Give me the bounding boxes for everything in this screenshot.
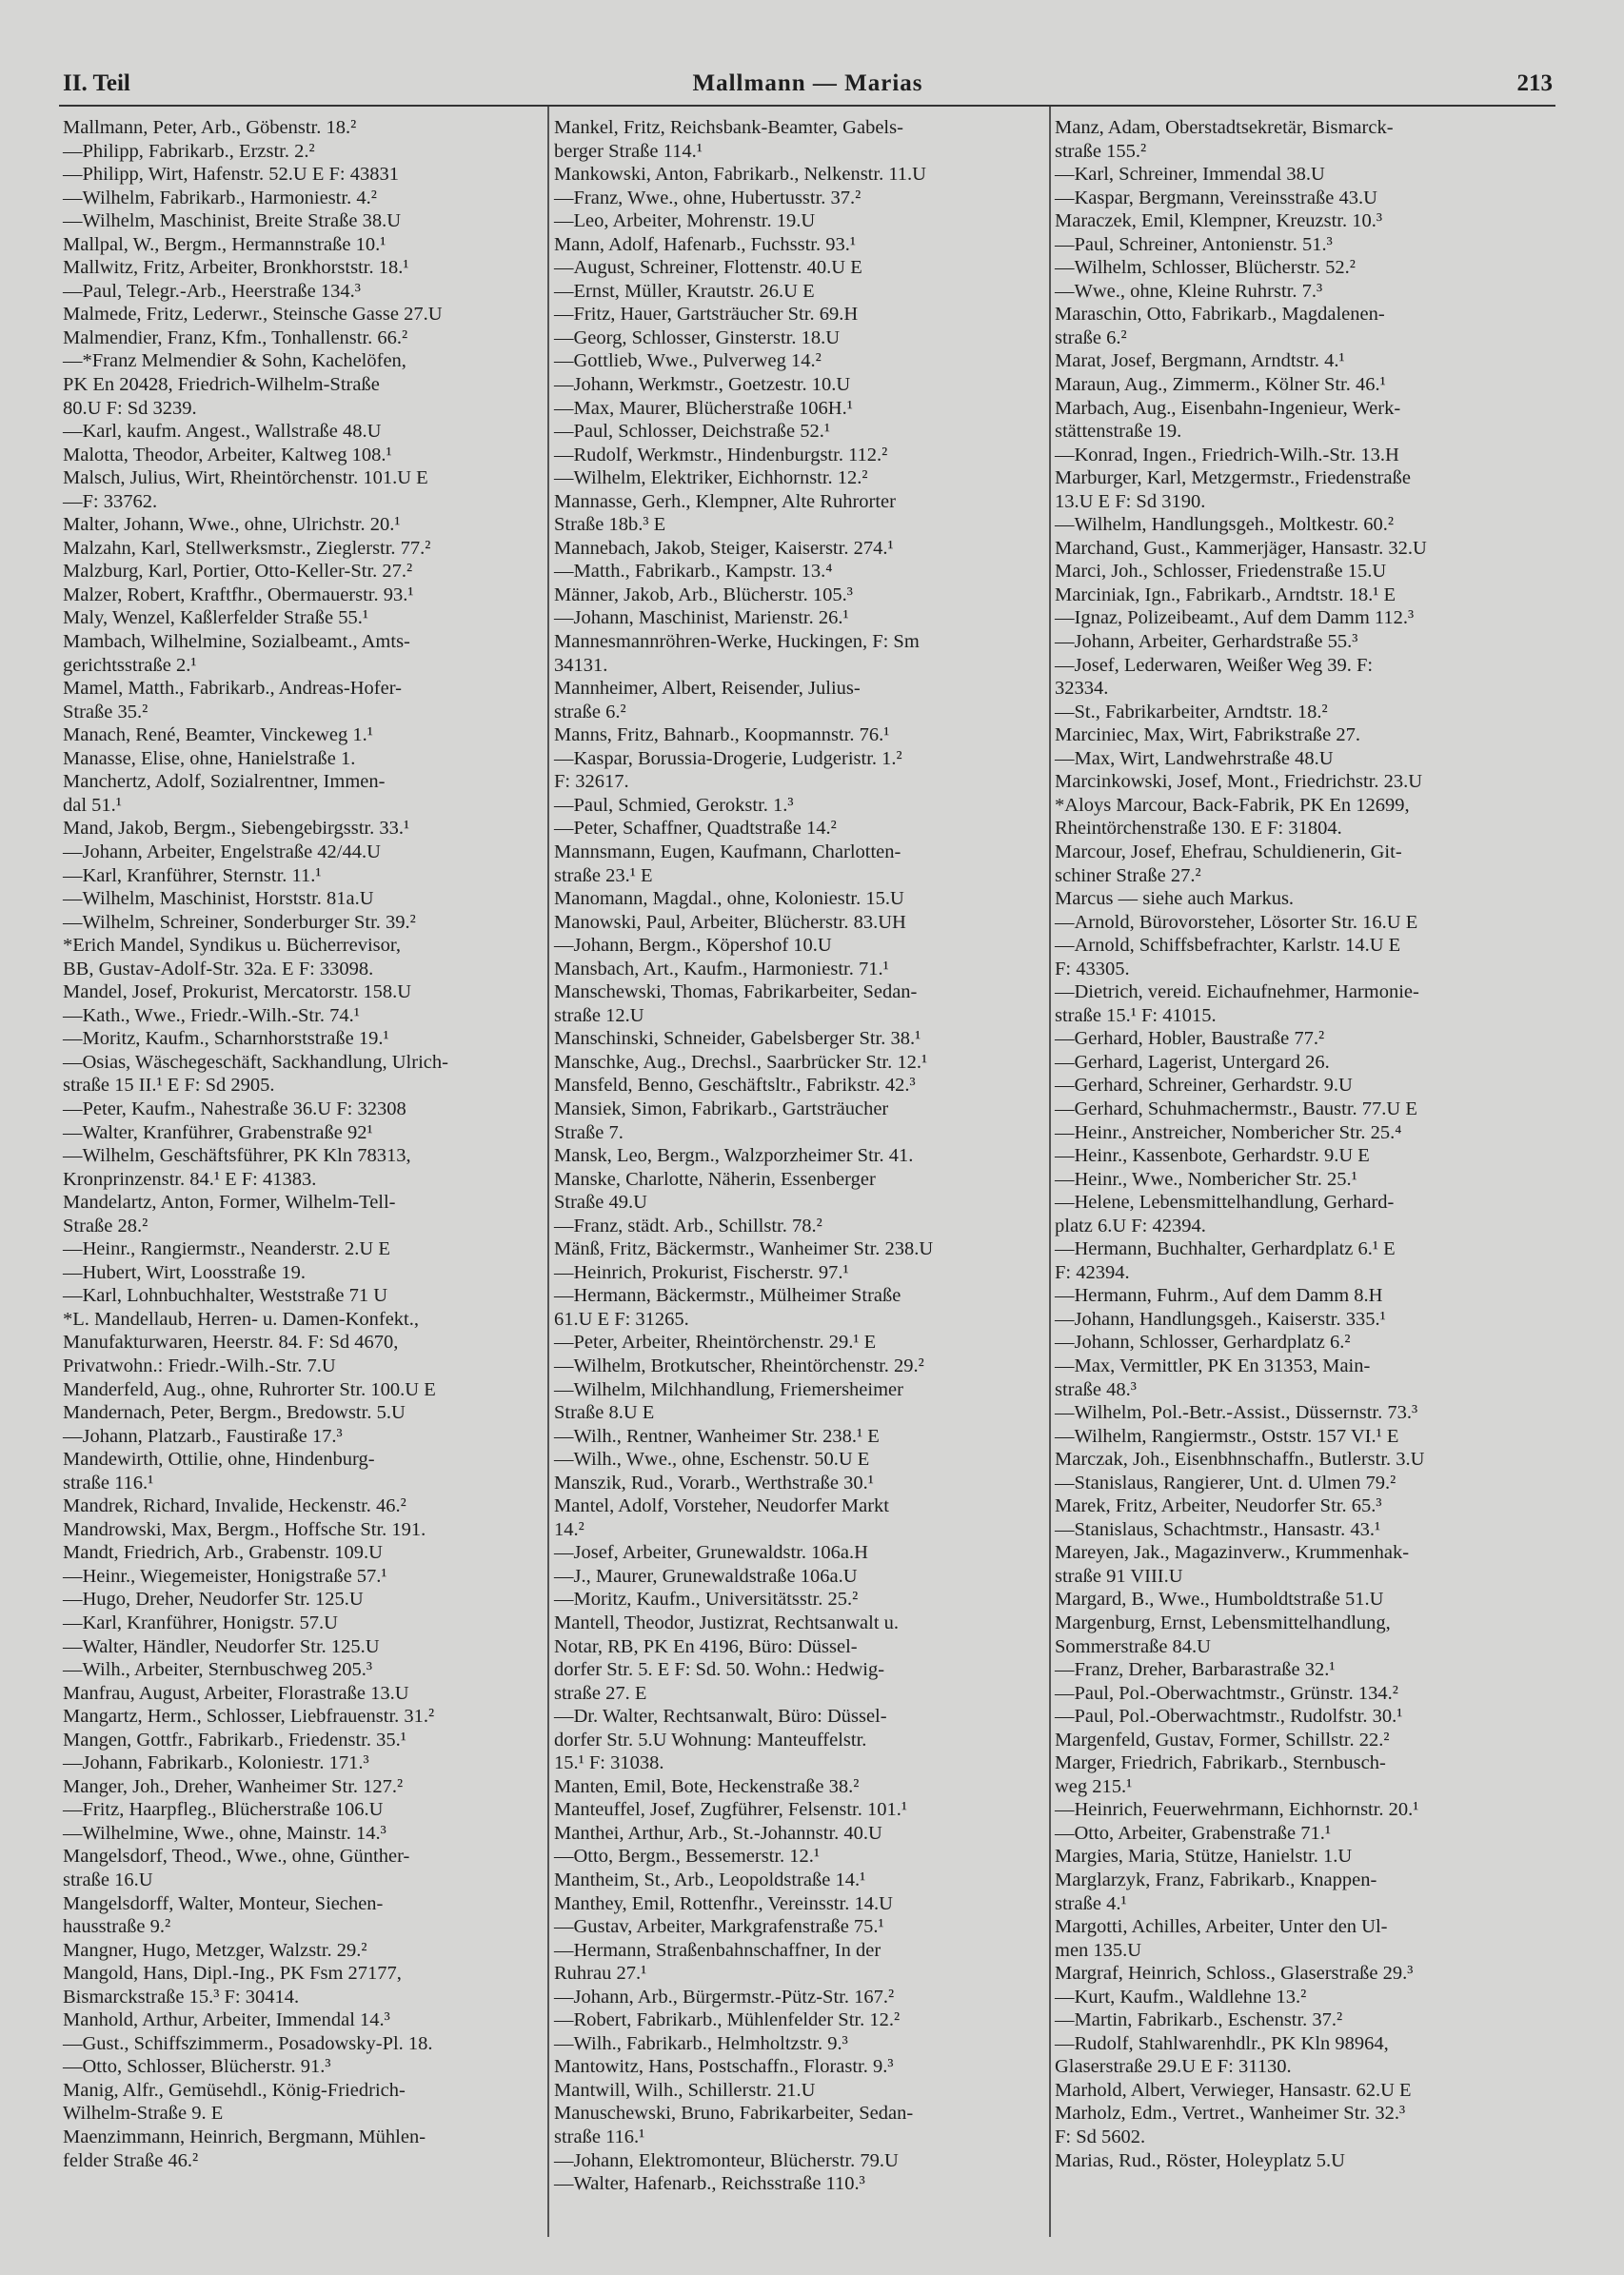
directory-entry-line: hausstraße 9.²	[63, 1916, 171, 1938]
directory-entry-line: —Walter, Händler, Neudorfer Str. 125.U	[63, 1635, 380, 1657]
directory-entry-line: men 135.U	[1055, 1939, 1142, 1961]
directory-entry-line: —Wilh., Fabrikarb., Helmholtzstr. 9.³	[554, 2032, 848, 2054]
directory-entry-line: Manszik, Rud., Vorarb., Werthstraße 30.¹	[554, 1472, 874, 1494]
directory-entry-line: —Wilhelm, Schlosser, Blücherstr. 52.²	[1055, 257, 1356, 279]
directory-entry-line: Mannsmann, Eugen, Kaufmann, Charlotten-	[554, 841, 901, 862]
directory-entry-line: —Arnold, Schiffsbefrachter, Karlstr. 14.U E	[1055, 935, 1401, 957]
directory-entry-line: —Heinr., Kassenbote, Gerhardstr. 9.U E	[1055, 1145, 1370, 1167]
directory-entry-line: Mansfeld, Benno, Geschäftsltr., Fabrikstr. 42.³	[554, 1075, 916, 1097]
directory-entry-line: gerichtsstraße 2.¹	[63, 654, 197, 676]
directory-column-2	[554, 116, 1045, 2196]
directory-entry-line: —Karl, Lohnbuchhalter, Weststraße 71 U	[63, 1285, 388, 1307]
directory-entry-line: —Wilh., Arbeiter, Sternbuschweg 205.³	[63, 1659, 373, 1681]
directory-entry-line: Mandernach, Peter, Bergm., Bredowstr. 5.U	[63, 1402, 406, 1424]
directory-entry-line: Mangelsdorf, Theod., Wwe., ohne, Günther-	[63, 1846, 410, 1868]
directory-entry-line: 32334.	[1055, 678, 1109, 700]
directory-entry-line: Sommerstraße 84.U	[1055, 1635, 1211, 1657]
directory-entry-line: Mänß, Fritz, Bäckermstr., Wanheimer Str. 238.U	[554, 1238, 934, 1260]
directory-entry-line: Margraf, Heinrich, Schloss., Glaserstraße 29.³	[1055, 1963, 1414, 1985]
directory-entry-line: *Erich Mandel, Syndikus u. Bücherrevisor,	[63, 935, 402, 957]
directory-entry-line: —Max, Maurer, Blücherstraße 106H.¹	[554, 397, 853, 419]
directory-entry-line: Manteuffel, Josef, Zugführer, Felsenstr. 101.¹	[554, 1799, 908, 1821]
directory-entry-line: Mangner, Hugo, Metzger, Walzstr. 29.²	[63, 1939, 367, 1961]
directory-entry-line: Manschke, Aug., Drechsl., Saarbrücker Str. 12.¹	[554, 1051, 928, 1073]
directory-entry-line: —Wwe., ohne, Kleine Ruhrstr. 7.³	[1055, 280, 1323, 302]
directory-entry-line: Straße 18b.³ E	[554, 514, 666, 536]
directory-entry-line: —Rudolf, Stahlwarenhdlr., PK Kln 98964,	[1055, 2032, 1389, 2054]
directory-entry-line: —Johann, Arb., Bürgermstr.-Pütz-Str. 167.²	[554, 1986, 895, 2008]
directory-entry-line: Marburger, Karl, Metzgermstr., Friedenstraße	[1055, 467, 1411, 489]
directory-entry-line: *Aloys Marcour, Back-Fabrik, PK En 12699,	[1055, 794, 1410, 816]
directory-entry-line: PK En 20428, Friedrich-Wilhelm-Straße	[63, 374, 380, 396]
directory-entry-line: —Dietrich, vereid. Eichaufnehmer, Harmonie-	[1055, 981, 1419, 1003]
directory-entry-line: —Wilhelm, Milchhandlung, Friemersheimer	[554, 1378, 903, 1400]
directory-entry-line: Manfrau, August, Arbeiter, Florastraße 13.U	[63, 1682, 409, 1704]
directory-entry-line: platz 6.U F: 42394.	[1055, 1215, 1206, 1236]
directory-entry-line: dorfer Str. 5. E F: Sd. 50. Wohn.: Hedwig-	[554, 1659, 885, 1681]
directory-entry-line: —Gerhard, Schreiner, Gerhardstr. 9.U	[1055, 1075, 1353, 1097]
directory-entry-line: —Wilhelmine, Wwe., ohne, Mainstr. 14.³	[63, 1822, 386, 1844]
directory-entry-line: —Wilhelm, Maschinist, Breite Straße 38.U	[63, 210, 402, 232]
directory-entry-line: —Max, Wirt, Landwehrstraße 48.U	[1055, 747, 1334, 769]
directory-entry-line: 13.U E F: Sd 3190.	[1055, 490, 1206, 512]
directory-entry-line: Mannasse, Gerh., Klempner, Alte Ruhrorter	[554, 490, 896, 512]
directory-entry-line: Mannesmannröhren-Werke, Huckingen, F: Sm	[554, 631, 920, 653]
directory-entry-line: —Konrad, Ingen., Friedrich-Wilh.-Str. 13.H	[1055, 444, 1399, 465]
directory-entry-line: —Gottlieb, Wwe., Pulverweg 14.²	[554, 350, 822, 372]
directory-entry-line: Maraun, Aug., Zimmerm., Kölner Str. 46.¹	[1055, 374, 1386, 396]
directory-entry-line: Mallmann, Peter, Arb., Göbenstr. 18.²	[63, 117, 357, 138]
directory-entry-line: —Martin, Fabrikarb., Eschenstr. 37.²	[1055, 2009, 1343, 2031]
column-divider	[547, 107, 549, 2237]
directory-entry-line: straße 15.¹ F: 41015.	[1055, 1004, 1217, 1026]
directory-entry-line: —Heinrich, Feuerwehrmann, Eichhornstr. 20.¹	[1055, 1799, 1419, 1821]
directory-entry-line: Ruhrau 27.¹	[554, 1963, 647, 1985]
directory-entry-line: Mangold, Hans, Dipl.-Ing., PK Fsm 27177,	[63, 1963, 402, 1985]
directory-entry-line: —Johann, Fabrikarb., Koloniestr. 171.³	[63, 1752, 369, 1774]
directory-entry-line: Mangelsdorff, Walter, Monteur, Siechen-	[63, 1892, 384, 1914]
directory-entry-line: Rheintörchenstraße 130. E F: 31804.	[1055, 818, 1342, 840]
directory-entry-line: Mangartz, Herm., Schlosser, Liebfrauenstr. 31.²	[63, 1706, 435, 1728]
directory-entry-line: Maraschin, Otto, Fabrikarb., Magdalenen-	[1055, 304, 1385, 326]
directory-entry-line: —Gerhard, Hobler, Baustraße 77.²	[1055, 1028, 1325, 1050]
directory-entry-line: Margenburg, Ernst, Lebensmittelhandlung,	[1055, 1612, 1391, 1633]
directory-entry-line: —Heinrich, Prokurist, Fischerstr. 97.¹	[554, 1261, 849, 1283]
directory-entry-line: Straße 7.	[554, 1121, 624, 1143]
directory-entry-line: berger Straße 114.¹	[554, 140, 703, 162]
directory-entry-line: Maenzimmann, Heinrich, Bergmann, Mühlen-	[63, 2127, 426, 2148]
directory-entry-line: 80.U F: Sd 3239.	[63, 397, 197, 419]
directory-entry-line: —Philipp, Fabrikarb., Erzstr. 2.²	[63, 140, 315, 162]
directory-entry-line: —Wilhelm, Schreiner, Sonderburger Str. 39.²	[63, 911, 416, 933]
directory-column-1	[63, 116, 545, 2172]
directory-entry-line: —Heinr., Rangiermstr., Neanderstr. 2.U E	[63, 1238, 390, 1260]
directory-entry-line: dal 51.¹	[63, 794, 122, 816]
column-divider	[1049, 107, 1051, 2237]
directory-entry-line: —Peter, Kaufm., Nahestraße 36.U F: 32308	[63, 1098, 406, 1119]
directory-entry-line: dorfer Str. 5.U Wohnung: Manteuffelstr.	[554, 1729, 867, 1751]
directory-entry-line: —Wilh., Rentner, Wanheimer Str. 238.¹ E	[554, 1425, 880, 1447]
directory-entry-line: *L. Mandellaub, Herren- u. Damen-Konfekt.,	[63, 1308, 419, 1330]
directory-entry-line: Manomann, Magdal., ohne, Koloniestr. 15.U	[554, 888, 904, 910]
directory-entry-line: —Wilh., Wwe., ohne, Eschenstr. 50.U E	[554, 1449, 870, 1471]
directory-entry-line: 61.U E F: 31265.	[554, 1308, 689, 1330]
page-header	[63, 70, 1553, 105]
directory-entry-line: —Kaspar, Borussia-Drogerie, Ludgeristr. 1.²	[554, 747, 902, 769]
directory-entry-line: felder Straße 46.²	[63, 2149, 199, 2171]
directory-entry-line: Manig, Alfr., Gemüsehdl., König-Friedrich-	[63, 2079, 406, 2101]
directory-entry-line: schiner Straße 27.²	[1055, 864, 1201, 886]
directory-entry-line: —Karl, kaufm. Angest., Wallstraße 48.U	[63, 421, 382, 443]
directory-entry-line: —Hermann, Straßenbahnschaffner, In der	[554, 1939, 881, 1961]
directory-entry-line: —Johann, Platzarb., Faustiraße 17.³	[63, 1425, 343, 1447]
directory-entry-line: Malzahn, Karl, Stellwerksmstr., Zieglerstr. 77.²	[63, 537, 431, 559]
directory-entry-line: —Leo, Arbeiter, Mohrenstr. 19.U	[554, 210, 816, 232]
directory-entry-line: —Josef, Lederwaren, Weißer Weg 39. F:	[1055, 654, 1374, 676]
directory-entry-line: Mangen, Gottfr., Fabrikarb., Friedenstr. 35.¹	[63, 1729, 406, 1751]
directory-entry-line: Manger, Joh., Dreher, Wanheimer Str. 127.²	[63, 1775, 404, 1797]
directory-entry-line: Malter, Johann, Wwe., ohne, Ulrichstr. 20.¹	[63, 514, 401, 536]
header-divider	[59, 105, 1555, 107]
directory-entry-line: Malotta, Theodor, Arbeiter, Kaltweg 108.¹	[63, 444, 392, 465]
directory-entry-line: —Wilhelm, Rangiermstr., Oststr. 157 VI.¹ E	[1055, 1425, 1399, 1447]
directory-entry-line: —Johann, Arbeiter, Engelstraße 42/44.U	[63, 841, 381, 862]
directory-entry-line: —Wilhelm, Geschäftsführer, PK Kln 78313,	[63, 1145, 411, 1167]
directory-entry-line: Männer, Jakob, Arb., Blücherstr. 105.³	[554, 584, 853, 605]
directory-entry-line: Marci, Joh., Schlosser, Friedenstraße 15.U	[1055, 561, 1387, 583]
directory-entry-line: Manhold, Arthur, Arbeiter, Immendal 14.³	[63, 2009, 390, 2031]
directory-entry-line: Mannheimer, Albert, Reisender, Julius-	[554, 678, 861, 700]
directory-entry-line: —Dr. Walter, Rechtsanwalt, Büro: Düssel-	[554, 1706, 887, 1728]
directory-entry-line: Straße 49.U	[554, 1192, 647, 1214]
directory-entry-line: Notar, RB, PK En 4196, Büro: Düssel-	[554, 1635, 858, 1657]
directory-entry-line: Maly, Wenzel, Kaßlerfelder Straße 55.¹	[63, 607, 368, 629]
directory-entry-line: Mantel, Adolf, Vorsteher, Neudorfer Markt	[554, 1495, 889, 1517]
directory-entry-line: —Wilhelm, Elektriker, Eichhornstr. 12.²	[554, 467, 868, 489]
directory-entry-line: Marcinkowski, Josef, Mont., Friedrichstr. 23.U	[1055, 771, 1423, 793]
directory-entry-line: straße 91 VIII.U	[1055, 1565, 1183, 1587]
directory-entry-line: —Gust., Schiffszimmerm., Posadowsky-Pl. 18.	[63, 2032, 433, 2054]
directory-entry-line: Manowski, Paul, Arbeiter, Blücherstr. 83.UH	[554, 911, 906, 933]
directory-column-3	[1055, 116, 1553, 2172]
directory-entry-line: —Franz, städt. Arb., Schillstr. 78.²	[554, 1215, 822, 1236]
directory-entry-line: —F: 33762.	[63, 490, 158, 512]
directory-entry-line: Mandel, Josef, Prokurist, Mercatorstr. 158.U	[63, 981, 412, 1003]
directory-entry-line: straße 23.¹ E	[554, 864, 653, 886]
directory-entry-line: —Moritz, Kaufm., Scharnhorststraße 19.¹	[63, 1028, 389, 1050]
directory-entry-line: Manach, René, Beamter, Vinckeweg 1.¹	[63, 724, 373, 746]
directory-entry-line: —Walter, Hafenarb., Reichsstraße 110.³	[554, 2173, 865, 2195]
directory-entry-line: —St., Fabrikarbeiter, Arndtstr. 18.²	[1055, 701, 1328, 722]
directory-entry-line: —Wilhelm, Maschinist, Horststr. 81a.U	[63, 888, 374, 910]
directory-entry-line: Mankowski, Anton, Fabrikarb., Nelkenstr. 11.U	[554, 164, 926, 186]
directory-entry-line: Margotti, Achilles, Arbeiter, Unter den Ul-	[1055, 1916, 1388, 1938]
directory-entry-line: —Otto, Arbeiter, Grabenstraße 71.¹	[1055, 1822, 1331, 1844]
part-label: II. Teil	[63, 70, 130, 96]
directory-entry-line: —J., Maurer, Grunewaldstraße 106a.U	[554, 1565, 858, 1587]
directory-entry-line: Malmede, Fritz, Lederwr., Steinsche Gasse 27.U	[63, 304, 443, 326]
directory-entry-line: Straße 35.²	[63, 701, 149, 722]
directory-entry-line: —Karl, Schreiner, Immendal 38.U	[1055, 164, 1325, 186]
directory-entry-line: Marciniec, Max, Wirt, Fabrikstraße 27.	[1055, 724, 1361, 746]
directory-entry-line: —Peter, Schaffner, Quadtstraße 14.²	[554, 818, 837, 840]
directory-entry-line: —Karl, Kranführer, Honigstr. 57.U	[63, 1612, 338, 1633]
directory-entry-line: —Peter, Arbeiter, Rheintörchenstr. 29.¹ E	[554, 1332, 877, 1354]
directory-entry-line: —Otto, Schlosser, Blücherstr. 91.³	[63, 2056, 331, 2078]
directory-entry-line: —Paul, Schlosser, Deichstraße 52.¹	[554, 421, 830, 443]
directory-entry-line: Mankel, Fritz, Reichsbank-Beamter, Gabels-	[554, 117, 903, 138]
directory-entry-line: —Gerhard, Lagerist, Untergard 26.	[1055, 1051, 1330, 1073]
directory-entry-line: straße 116.¹	[63, 1472, 154, 1494]
directory-entry-line: —Johann, Handlungsgeh., Kaiserstr. 335.¹	[1055, 1308, 1386, 1330]
directory-entry-line: —Johann, Werkmstr., Goetzestr. 10.U	[554, 374, 851, 396]
directory-entry-line: —Wilhelm, Fabrikarb., Harmoniestr. 4.²	[63, 187, 377, 208]
directory-entry-line: Mansiek, Simon, Fabrikarb., Gartsträucher	[554, 1098, 889, 1119]
directory-entry-line: —Walter, Kranführer, Grabenstraße 92¹	[63, 1121, 373, 1143]
directory-entry-line: weg 215.¹	[1055, 1775, 1133, 1797]
directory-entry-line: Marglarzyk, Franz, Fabrikarb., Knappen-	[1055, 1869, 1377, 1891]
directory-entry-line: —Hermann, Fuhrm., Auf dem Damm 8.H	[1055, 1285, 1383, 1307]
directory-entry-line: —Arnold, Bürovorsteher, Lösorter Str. 16.U E	[1055, 911, 1418, 933]
directory-entry-line: Kronprinzenstr. 84.¹ E F: 41383.	[63, 1168, 317, 1190]
directory-entry-line: —Hermann, Buchhalter, Gerhardplatz 6.¹ E	[1055, 1238, 1396, 1260]
directory-entry-line: —Johann, Arbeiter, Gerhardstraße 55.³	[1055, 631, 1358, 653]
directory-entry-line: Manuschewski, Bruno, Fabrikarbeiter, Sedan-	[554, 2103, 914, 2125]
directory-entry-line: Marcus — siehe auch Markus.	[1055, 888, 1295, 910]
directory-entry-line: —Franz, Wwe., ohne, Hubertusstr. 37.²	[554, 187, 862, 208]
directory-entry-line: straße 48.³	[1055, 1378, 1137, 1400]
directory-entry-line: Manufakturwaren, Heerstr. 84. F: Sd 4670,	[63, 1332, 399, 1354]
directory-entry-line: —*Franz Melmendier & Sohn, Kachelöfen,	[63, 350, 406, 372]
directory-entry-line: Marbach, Aug., Eisenbahn-Ingenieur, Werk-	[1055, 397, 1401, 419]
directory-entry-line: Manske, Charlotte, Näherin, Essenberger	[554, 1168, 876, 1190]
directory-entry-line: Manchertz, Adolf, Sozialrentner, Immen-	[63, 771, 386, 793]
page-number: 213	[1516, 70, 1553, 96]
directory-entry-line: straße 4.¹	[1055, 1892, 1127, 1914]
directory-entry-line: —Heinr., Wwe., Nombericher Str. 25.¹	[1055, 1168, 1357, 1190]
directory-entry-line: —Fritz, Hauer, Gartsträucher Str. 69.H	[554, 304, 859, 326]
directory-entry-line: Mandrek, Richard, Invalide, Heckenstr. 46.²	[63, 1495, 406, 1517]
directory-entry-line: —Heinr., Wiegemeister, Honigstraße 57.¹	[63, 1565, 387, 1587]
directory-entry-line: BB, Gustav-Adolf-Str. 32a. E F: 33098.	[63, 958, 374, 979]
directory-entry-line: —Osias, Wäschegeschäft, Sackhandlung, Ulrich-	[63, 1051, 448, 1073]
directory-entry-line: Mantheim, St., Arb., Leopoldstraße 14.¹	[554, 1869, 866, 1891]
directory-entry-line: F: 32617.	[554, 771, 629, 793]
directory-entry-line: Mallpal, W., Bergm., Hermannstraße 10.¹	[63, 233, 386, 255]
directory-entry-line: straße 16.U	[63, 1869, 153, 1891]
directory-entry-line: straße 6.²	[554, 701, 626, 722]
directory-entry-line: F: 43305.	[1055, 958, 1130, 979]
directory-entry-line: —Kath., Wwe., Friedr.-Wilh.-Str. 74.¹	[63, 1004, 360, 1026]
directory-entry-line: F: Sd 5602.	[1055, 2127, 1146, 2148]
directory-entry-line: —Johann, Elektromonteur, Blücherstr. 79.U	[554, 2149, 899, 2171]
directory-entry-line: Privatwohn.: Friedr.-Wilh.-Str. 7.U	[63, 1355, 336, 1376]
directory-entry-line: Marciniak, Ign., Fabrikarb., Arndtstr. 18.¹ E	[1055, 584, 1396, 605]
directory-entry-line: Malsch, Julius, Wirt, Rheintörchenstr. 101.U E	[63, 467, 428, 489]
directory-entry-line: 34131.	[554, 654, 608, 676]
directory-entry-line: Malzer, Robert, Kraftfhr., Obermauerstr. 93.¹	[63, 584, 414, 605]
directory-entry-line: —Max, Vermittler, PK En 31353, Main-	[1055, 1355, 1371, 1376]
directory-entry-line: —Wilhelm, Handlungsgeh., Moltkestr. 60.²	[1055, 514, 1395, 536]
directory-entry-line: Malmendier, Franz, Kfm., Tonhallenstr. 66.²	[63, 326, 408, 348]
directory-entry-line: —Georg, Schlosser, Ginsterstr. 18.U	[554, 326, 841, 348]
directory-entry-line: —Paul, Schreiner, Antonienstr. 51.³	[1055, 233, 1333, 255]
directory-entry-line: stättenstraße 19.	[1055, 421, 1182, 443]
directory-entry-line: Straße 8.U E	[554, 1402, 655, 1424]
directory-entry-line: —Kaspar, Bergmann, Vereinsstraße 43.U	[1055, 187, 1377, 208]
directory-entry-line: Mansk, Leo, Bergm., Walzporzheimer Str. 41.	[554, 1145, 914, 1167]
directory-entry-line: —Paul, Schmied, Gerokstr. 1.³	[554, 794, 794, 816]
directory-entry-line: Mantwill, Wilh., Schillerstr. 21.U	[554, 2079, 816, 2101]
directory-entry-line: Margard, B., Wwe., Humboldtstraße 51.U	[1055, 1589, 1384, 1611]
directory-entry-line: straße 6.²	[1055, 326, 1127, 348]
directory-entry-line: Mantowitz, Hans, Postschaffn., Florastr. 9.³	[554, 2056, 894, 2078]
directory-entry-line: —Paul, Pol.-Oberwachtmstr., Rudolfstr. 30.¹	[1055, 1706, 1403, 1728]
directory-entry-line: Marger, Friedrich, Fabrikarb., Sternbusch-	[1055, 1752, 1386, 1774]
directory-entry-line: Mann, Adolf, Hafenarb., Fuchsstr. 93.¹	[554, 233, 857, 255]
directory-entry-line: —Robert, Fabrikarb., Mühlenfelder Str. 12.²	[554, 2009, 901, 2031]
directory-entry-line: Manschinski, Schneider, Gabelsberger Str. 38.¹	[554, 1028, 921, 1050]
directory-entry-line: —Franz, Dreher, Barbarastraße 32.¹	[1055, 1659, 1336, 1681]
directory-entry-line: Mantell, Theodor, Justizrat, Rechtsanwalt u.	[554, 1612, 900, 1633]
directory-entry-line: —Kurt, Kaufm., Waldlehne 13.²	[1055, 1986, 1307, 2008]
directory-entry-line: Marcour, Josef, Ehefrau, Schuldienerin, Git-	[1055, 841, 1402, 862]
directory-entry-line: —Josef, Arbeiter, Grunewaldstr. 106a.H	[554, 1542, 868, 1564]
directory-entry-line: 14.²	[554, 1518, 584, 1540]
directory-entry-line: —Gustav, Arbeiter, Markgrafenstraße 75.¹	[554, 1916, 884, 1938]
directory-entry-line: —Rudolf, Werkmstr., Hindenburgstr. 112.²	[554, 444, 888, 465]
directory-entry-line: Marek, Fritz, Arbeiter, Neudorfer Str. 65.³	[1055, 1495, 1382, 1517]
directory-entry-line: straße 155.²	[1055, 140, 1147, 162]
directory-entry-line: —Hubert, Wirt, Loosstraße 19.	[63, 1261, 306, 1283]
directory-entry-line: —Gerhard, Schuhmachermstr., Baustr. 77.U E	[1055, 1098, 1417, 1119]
directory-entry-line: straße 12.U	[554, 1004, 644, 1026]
directory-entry-line: —Ernst, Müller, Krautstr. 26.U E	[554, 280, 815, 302]
directory-entry-line: straße 27. E	[554, 1682, 647, 1704]
directory-entry-line: —Johann, Schlosser, Gerhardplatz 6.²	[1055, 1332, 1351, 1354]
directory-entry-line: —Stanislaus, Schachtmstr., Hansastr. 43.¹	[1055, 1518, 1381, 1540]
directory-entry-line: Margies, Maria, Stütze, Hanielstr. 1.U	[1055, 1846, 1353, 1868]
directory-entry-line: Mambach, Wilhelmine, Sozialbeamt., Amts-	[63, 631, 410, 653]
directory-entry-line: Margenfeld, Gustav, Former, Schillstr. 22.²	[1055, 1729, 1390, 1751]
directory-entry-line: Manschewski, Thomas, Fabrikarbeiter, Sedan-	[554, 981, 918, 1003]
directory-entry-line: straße 15 II.¹ E F: Sd 2905.	[63, 1075, 275, 1097]
directory-entry-line: —Paul, Pol.-Oberwachtmstr., Grünstr. 134.²	[1055, 1682, 1398, 1704]
directory-entry-line: —Hugo, Dreher, Neudorfer Str. 125.U	[63, 1589, 364, 1611]
directory-entry-line: —Paul, Telegr.-Arb., Heerstraße 134.³	[63, 280, 361, 302]
directory-entry-line: Manthey, Emil, Rottenfhr., Vereinsstr. 14.U	[554, 1892, 893, 1914]
directory-entry-line: Marczak, Joh., Eisenbhnschaffn., Butlerstr. 3.U	[1055, 1449, 1425, 1471]
running-head: Mallmann — Marias	[692, 70, 923, 96]
directory-entry-line: Marchand, Gust., Kammerjäger, Hansastr. 32.U	[1055, 537, 1427, 559]
directory-entry-line: Glaserstraße 29.U E F: 31130.	[1055, 2056, 1292, 2078]
directory-entry-line: —Helene, Lebensmittelhandlung, Gerhard-	[1055, 1192, 1395, 1214]
directory-entry-line: 15.¹ F: 31038.	[554, 1752, 664, 1774]
directory-entry-line: Mannebach, Jakob, Steiger, Kaiserstr. 274.¹	[554, 537, 894, 559]
directory-entry-line: Mandewirth, Ottilie, ohne, Hindenburg-	[63, 1449, 375, 1471]
directory-entry-line: Manz, Adam, Oberstadtsekretär, Bismarck-	[1055, 117, 1394, 138]
directory-entry-line: —Johann, Maschinist, Marienstr. 26.¹	[554, 607, 849, 629]
directory-entry-line: straße 116.¹	[554, 2127, 645, 2148]
directory-entry-line: —Matth., Fabrikarb., Kampstr. 13.⁴	[554, 561, 833, 583]
directory-entry-line: Manderfeld, Aug., ohne, Ruhrorter Str. 100.U E	[63, 1378, 436, 1400]
directory-entry-line: —Johann, Bergm., Köpershof 10.U	[554, 935, 832, 957]
directory-entry-line: Mansbach, Art., Kaufm., Harmoniestr. 71.¹	[554, 958, 889, 979]
directory-entry-line: Mallwitz, Fritz, Arbeiter, Bronkhorststr. 18.¹	[63, 257, 409, 279]
directory-entry-line: Maraczek, Emil, Klempner, Kreuzstr. 10.³	[1055, 210, 1383, 232]
directory-entry-line: Mandt, Friedrich, Arb., Grabenstr. 109.U	[63, 1542, 383, 1564]
directory-entry-line: —Hermann, Bäckermstr., Mülheimer Straße	[554, 1285, 901, 1307]
directory-entry-line: Malzburg, Karl, Portier, Otto-Keller-Str. 27.²	[63, 561, 413, 583]
directory-entry-line: Marhold, Albert, Verwieger, Hansastr. 62.U E	[1055, 2079, 1412, 2101]
directory-entry-line: Marholz, Edm., Vertret., Wanheimer Str. 32.³	[1055, 2103, 1406, 2125]
directory-entry-line: Marias, Rud., Röster, Holeyplatz 5.U	[1055, 2149, 1345, 2171]
directory-entry-line: —Otto, Bergm., Bessemerstr. 12.¹	[554, 1846, 821, 1868]
directory-entry-line: Manthei, Arthur, Arb., St.-Johannstr. 40.U	[554, 1822, 882, 1844]
directory-entry-line: —Moritz, Kaufm., Universitätsstr. 25.²	[554, 1589, 859, 1611]
directory-entry-line: Mandelartz, Anton, Former, Wilhelm-Tell-	[63, 1192, 396, 1214]
directory-entry-line: —Wilhelm, Brotkutscher, Rheintörchenstr. 29.²	[554, 1355, 924, 1376]
directory-entry-line: Mand, Jakob, Bergm., Siebengebirgsstr. 33.¹	[63, 818, 410, 840]
directory-entry-line: Straße 28.²	[63, 1215, 149, 1236]
directory-entry-line: Wilhelm-Straße 9. E	[63, 2103, 224, 2125]
directory-entry-line: —August, Schreiner, Flottenstr. 40.U E	[554, 257, 862, 279]
directory-entry-line: F: 42394.	[1055, 1261, 1130, 1283]
directory-entry-line: Manasse, Elise, ohne, Hanielstraße 1.	[63, 747, 356, 769]
directory-entry-line: Manten, Emil, Bote, Heckenstraße 38.²	[554, 1775, 860, 1797]
directory-entry-line: Mamel, Matth., Fabrikarb., Andreas-Hofer-	[63, 678, 402, 700]
directory-entry-line: —Stanislaus, Rangierer, Unt. d. Ulmen 79.²	[1055, 1472, 1396, 1494]
directory-entry-line: —Wilhelm, Pol.-Betr.-Assist., Düssernstr. 73.³	[1055, 1402, 1418, 1424]
directory-entry-line: Mareyen, Jak., Magazinverw., Krummenhak-	[1055, 1542, 1410, 1564]
directory-entry-line: Manns, Fritz, Bahnarb., Koopmannstr. 76.¹	[554, 724, 890, 746]
directory-entry-line: Marat, Josef, Bergmann, Arndtstr. 4.¹	[1055, 350, 1345, 372]
directory-entry-line: —Karl, Kranführer, Sternstr. 11.¹	[63, 864, 322, 886]
directory-entry-line: —Heinr., Anstreicher, Nombericher Str. 25.⁴	[1055, 1121, 1402, 1143]
directory-entry-line: —Philipp, Wirt, Hafenstr. 52.U E F: 43831	[63, 164, 399, 186]
directory-entry-line: —Ignaz, Polizeibeamt., Auf dem Damm 112.³	[1055, 607, 1415, 629]
directory-entry-line: Bismarckstraße 15.³ F: 30414.	[63, 1986, 300, 2008]
directory-entry-line: —Fritz, Haarpfleg., Blücherstraße 106.U	[63, 1799, 384, 1821]
directory-entry-line: Mandrowski, Max, Bergm., Hoffsche Str. 191.	[63, 1518, 426, 1540]
